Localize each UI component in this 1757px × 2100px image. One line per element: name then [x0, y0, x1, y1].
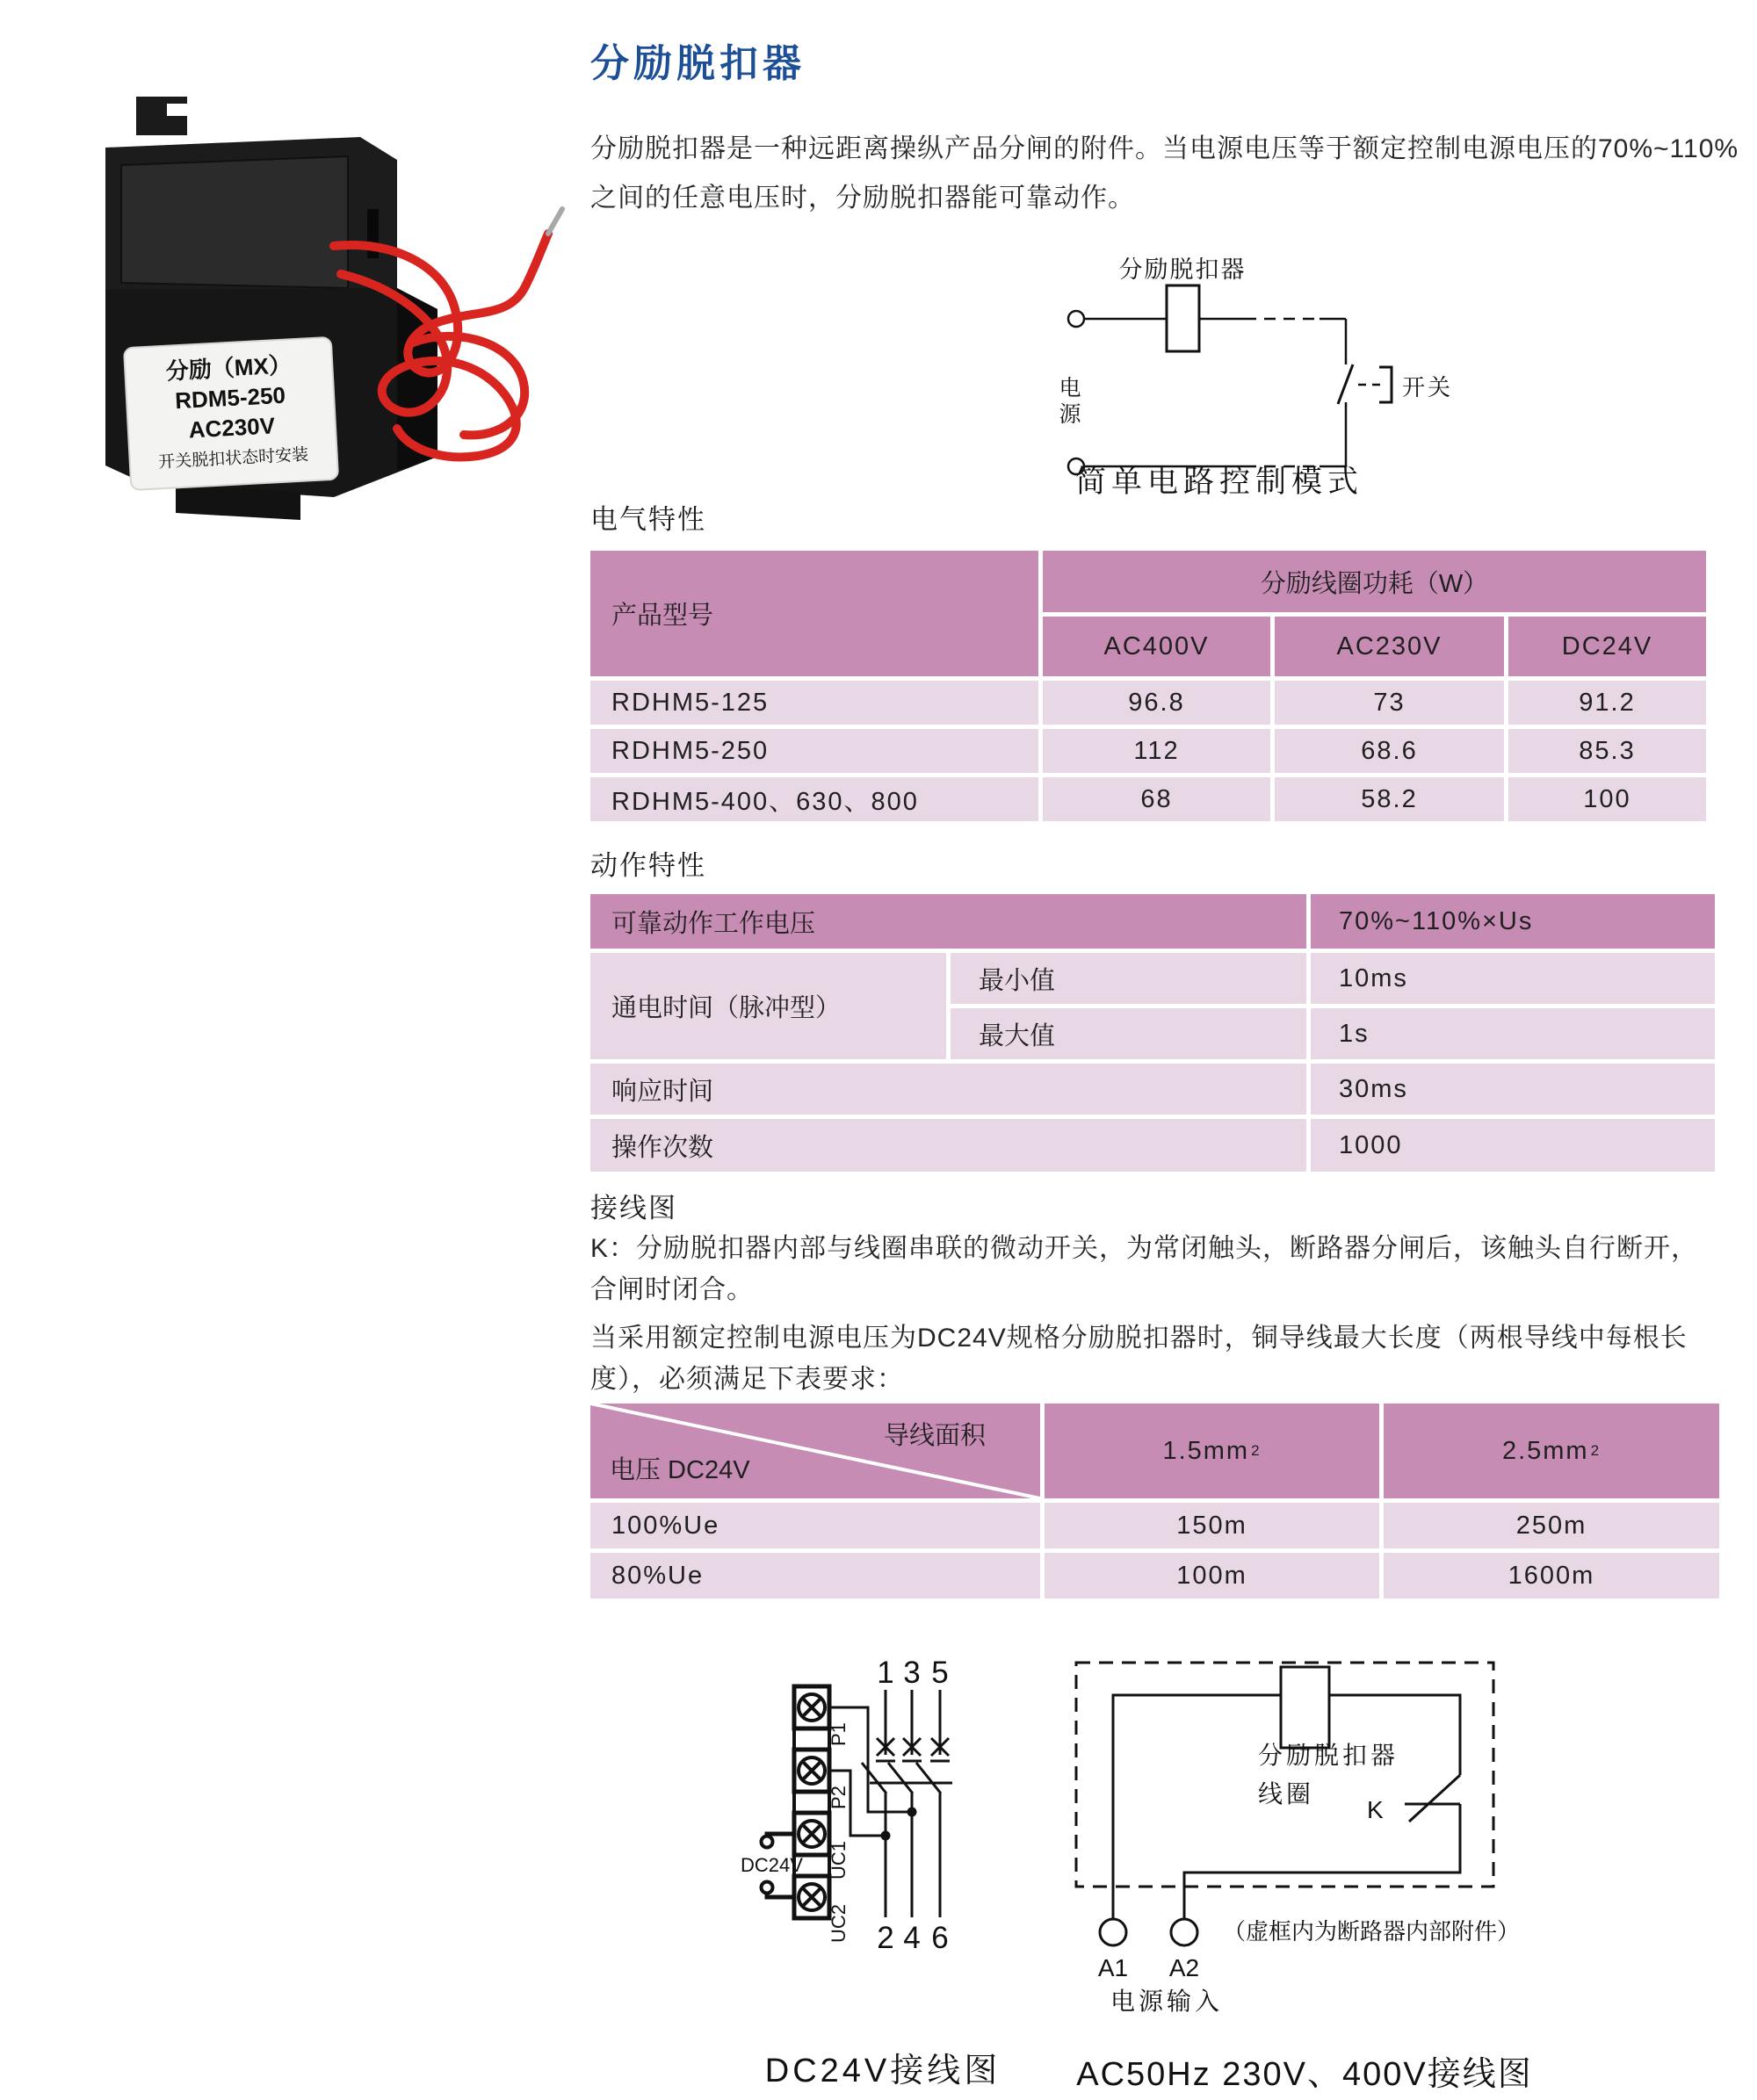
t2-ops-label: 操作次数: [590, 1119, 1306, 1172]
t2-min-value: 10ms: [1311, 953, 1715, 1004]
circuit-device-label: 分励脱扣器: [1118, 256, 1247, 283]
terminal-label-uc2: UC2: [828, 1903, 850, 1943]
terminal-a1: [1100, 1919, 1126, 1945]
wiring-p2-line1: 当采用额定控制电源电压为DC24V规格分励脱扣器时，铜导线最大长度（两根导线中每根长: [590, 1324, 1688, 1353]
t3-row1-v1: 150m: [1045, 1503, 1379, 1548]
wire-tip: [548, 209, 562, 234]
t2-voltage-label: 可靠动作工作电压: [590, 894, 1306, 949]
t1-row1-model: RDHM5-125: [590, 681, 1038, 725]
t1-row3-dc24: 100: [1508, 777, 1706, 821]
t1-row2-ac230: 68.6: [1275, 729, 1504, 773]
t3-row2-label: 80%Ue: [590, 1553, 1040, 1598]
ac-coil-label: 线圈: [1258, 1780, 1315, 1808]
t2-resp-label: 响应时间: [590, 1064, 1306, 1115]
t1-row1-dc24: 91.2: [1508, 681, 1706, 725]
device-label-line4: 开关脱扣状态时安装: [157, 445, 309, 473]
circuit-caption: 简单电路控制模式: [1074, 465, 1364, 499]
t3-row2-v1: 100m: [1045, 1553, 1379, 1598]
t3-row1-label: 100%Ue: [590, 1503, 1040, 1548]
t2-min-label: 最小值: [951, 953, 1306, 1004]
dc-supply-label: DC24V: [741, 1854, 803, 1876]
t3-diag-top-label: 导线面积: [883, 1422, 986, 1450]
t2-voltage-value: 70%~110%×Us: [1311, 894, 1715, 949]
wiring-paragraph-k: [590, 1228, 1750, 1310]
electrical-table: [590, 551, 1719, 821]
junction-dot-2: [881, 1831, 891, 1841]
source-terminal-top: [1068, 311, 1084, 327]
device-label-line3: AC230V: [188, 412, 276, 444]
dc-diagram-caption: DC24V接线图: [764, 2053, 1001, 2089]
pole-number-2: 2: [877, 1921, 894, 1955]
t1-row2-model: RDHM5-250: [590, 729, 1038, 773]
switch-blade: [1338, 364, 1353, 404]
t3-row1-v2: 250m: [1384, 1503, 1719, 1548]
terminal-label-uc1: UC1: [828, 1840, 850, 1880]
breaker-poles: [862, 1690, 952, 1917]
t3-diagonal-header: [590, 1404, 1040, 1498]
t1-row3-model: RDHM5-400、630、800: [590, 777, 1038, 821]
device-label-line1: 分励（MX）: [165, 351, 293, 385]
ac-note: （虚框内为断路器内部附件）: [1223, 1918, 1521, 1945]
release-coil-symbol: [1167, 285, 1199, 351]
t1-row3-ac230: 58.2: [1275, 777, 1504, 821]
ac-diagram-caption: AC50Hz 230V、400V接线图: [1076, 2056, 1533, 2093]
action-table: [590, 894, 1719, 1172]
product-photo: [44, 79, 571, 553]
intro-line-1: 分励脱扣器是一种远距离操纵产品分闸的附件。当电源电压等于额定控制电源电压的70%~110%: [590, 134, 1739, 163]
wiring-heading: 接线图: [590, 1193, 677, 1223]
action-heading: 动作特性: [590, 850, 706, 881]
ac-wiring-diagram: [1054, 1649, 1529, 2040]
t1-row2-ac400: 112: [1043, 729, 1270, 773]
device-label: [124, 337, 338, 490]
switch-label: 开关: [1402, 374, 1454, 401]
pole-number-1: 1: [877, 1656, 894, 1690]
t1-header-ac230: AC230V: [1275, 617, 1504, 676]
t1-row2-dc24: 85.3: [1508, 729, 1706, 773]
t3-diag-bottom-label: 电压 DC24V: [610, 1456, 750, 1484]
pole-number-6: 6: [931, 1921, 949, 1955]
pole-number-3: 3: [903, 1656, 921, 1690]
terminal-a2: [1171, 1919, 1197, 1945]
simple-circuit-diagram: [1037, 239, 1616, 502]
ac-device-label: 分励脱扣器: [1258, 1742, 1399, 1769]
t1-header-span: 分励线圈功耗（W）: [1043, 551, 1706, 612]
k-switch-blade: [1409, 1775, 1460, 1822]
page-title: 分励脱扣器: [590, 42, 806, 85]
t3-row2-v2: 1600m: [1384, 1553, 1719, 1598]
terminal-label-p1: P1: [828, 1722, 850, 1746]
t2-ops-value: 1000: [1311, 1119, 1715, 1172]
switch-actuator-symbol: [1379, 367, 1392, 402]
pole-number-4: 4: [903, 1921, 921, 1955]
dc24v-wiring-diagram: [738, 1649, 1028, 2040]
t2-pulse-label: 通电时间（脉冲型）: [590, 953, 946, 1059]
t1-row1-ac400: 96.8: [1043, 681, 1270, 725]
t3-header-15mm: 1.5mm 2: [1045, 1404, 1379, 1498]
t1-header-dc24: DC24V: [1508, 617, 1706, 676]
device-label-line2: RDM5-250: [174, 381, 286, 415]
wiring-p2-line2: 度），必须满足下表要求：: [590, 1365, 904, 1394]
t1-header-ac400: AC400V: [1043, 617, 1270, 676]
t3-header-25mm: 2.5mm 2: [1384, 1404, 1719, 1498]
source-label-char2: 源: [1059, 402, 1081, 427]
junction-dot-1: [907, 1808, 917, 1817]
t2-resp-value: 30ms: [1311, 1064, 1715, 1115]
terminal-label-p2: P2: [828, 1786, 850, 1809]
ac-coil-symbol: [1281, 1667, 1329, 1748]
a2-label: A2: [1168, 1954, 1200, 1981]
t1-header-model: 产品型号: [590, 551, 1038, 676]
t1-row3-ac400: 68: [1043, 777, 1270, 821]
intro-line-2: 之间的任意电压时，分励脱扣器能可靠动作。: [590, 184, 1135, 213]
a1-label: A1: [1097, 1954, 1129, 1981]
t2-max-value: 1s: [1311, 1008, 1715, 1059]
t1-row1-ac230: 73: [1275, 681, 1504, 725]
intro-paragraph: [590, 125, 1741, 223]
source-label-char1: 电: [1059, 376, 1081, 401]
t2-max-label: 最大值: [951, 1008, 1306, 1059]
terminal-strip: [794, 1686, 829, 1918]
wiring-p1-line2: 合闸时闭合。: [590, 1275, 754, 1304]
wire-length-table: [590, 1404, 1719, 1598]
wiring-paragraph-dc24v: [590, 1317, 1750, 1400]
power-input-label: 电源输入: [1110, 1988, 1224, 2015]
electrical-heading: 电气特性: [590, 504, 706, 535]
pole-number-5: 5: [931, 1656, 949, 1690]
wiring-p1-line1: K：分励脱扣器内部与线圈串联的微动开关，为常闭触头，断路器分闸后，该触头自行断开，: [590, 1234, 1699, 1263]
k-switch-label: K: [1367, 1796, 1384, 1823]
